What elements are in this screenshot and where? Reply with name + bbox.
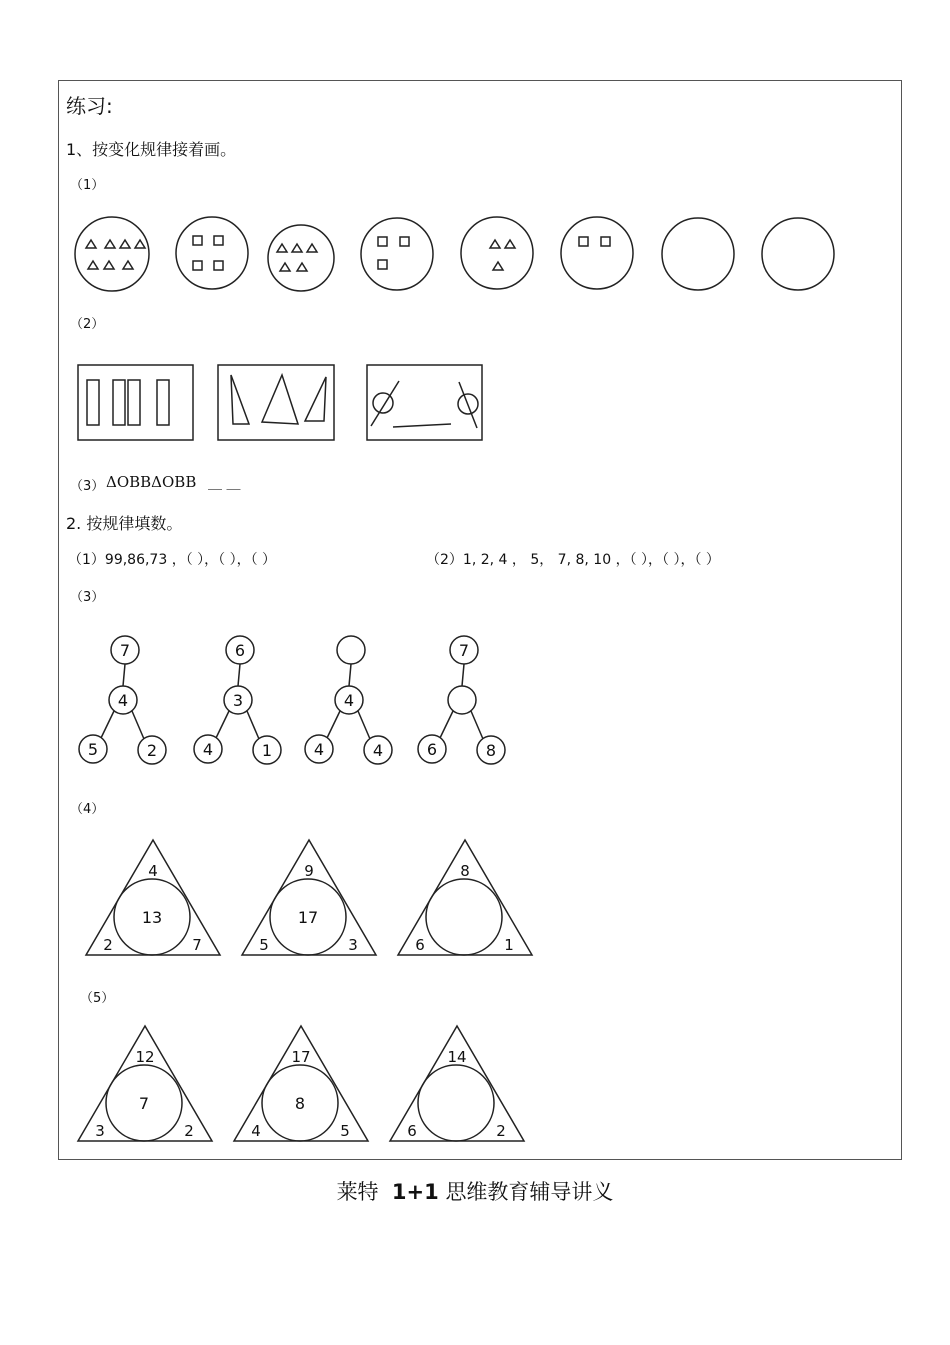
- pattern-circle-6: [561, 217, 633, 289]
- number-tree-4: [418, 636, 505, 764]
- tree-value-left: 5: [87, 740, 99, 759]
- number-tree-3: [305, 636, 392, 764]
- q2-sub5-label: （5）: [80, 991, 115, 1006]
- tree-value-right: 4: [372, 741, 384, 760]
- pattern-circle-7-empty: [662, 218, 734, 290]
- question-1-label: 1、按变化规律接着画。: [66, 140, 237, 159]
- triangle-right-value: 5: [340, 1122, 350, 1140]
- q1-sub3-label: （3）: [70, 479, 105, 494]
- inner-circle: [426, 879, 502, 955]
- tree-value-mid: 4: [343, 691, 355, 710]
- shape-sequence: ΔOBBΔOBB: [106, 473, 197, 491]
- q4-triangle-3: [398, 840, 532, 955]
- pattern-box-1: [78, 365, 193, 440]
- triangle-left-value: 6: [415, 936, 425, 954]
- pattern-circle-3: [268, 225, 334, 291]
- footer-title: [0, 1176, 950, 1206]
- pattern-circle-1: [75, 217, 149, 291]
- triangle-center-value: 7: [138, 1094, 150, 1113]
- q1-sub1-label: （1）: [70, 178, 105, 193]
- sequence-blanks: ＿ ＿: [208, 476, 241, 492]
- tree-node-mid: [448, 686, 476, 714]
- q5-triangle-3: [390, 1026, 524, 1141]
- triangle-left-value: 4: [251, 1122, 261, 1140]
- q2-sub3-label: （3）: [70, 590, 105, 605]
- tree-value-left: 6: [426, 740, 438, 759]
- tree-value-top: 6: [234, 641, 246, 660]
- triangle-center-value: 17: [297, 908, 319, 927]
- tree-value-top: 7: [458, 641, 470, 660]
- triangle-right-value: 3: [348, 936, 358, 954]
- pattern-circle-4: [361, 218, 433, 290]
- number-tree-1: [79, 636, 166, 764]
- tree-value-left: 4: [313, 740, 325, 759]
- inner-circle: [418, 1065, 494, 1141]
- pattern-circle-5: [461, 217, 533, 289]
- q2-part2: （2）1, 2, 4 ， 5， 7, 8, 10 ，（ ），（ ），（ ）: [426, 552, 720, 568]
- q2-part1: （1）99,86,73 ，（ ），（ ），（ ）: [68, 552, 277, 568]
- triangle-top-value: 4: [148, 862, 158, 880]
- triangle-left-value: 5: [259, 936, 269, 954]
- triangle-top-value: 14: [447, 1048, 467, 1066]
- triangle-left-value: 2: [103, 936, 113, 954]
- triangle-top-value: 12: [135, 1048, 155, 1066]
- triangle-left-value: 3: [95, 1122, 105, 1140]
- pattern-circle-2: [176, 217, 248, 289]
- triangle-top-value: 8: [460, 862, 470, 880]
- pattern-box-3: [367, 365, 482, 440]
- tree-value-mid: 4: [117, 691, 129, 710]
- pattern-box-2: [218, 365, 334, 440]
- tree-value-mid: 3: [232, 691, 244, 710]
- q5-triangle-2: [234, 1026, 368, 1141]
- q1-sub2-label: （2）: [70, 317, 105, 332]
- question-2-label: 2. 按规律填数。: [66, 514, 183, 533]
- triangle-center-value: 13: [141, 908, 163, 927]
- q4-triangle-1: [86, 840, 220, 955]
- tree-node-top: [337, 636, 365, 664]
- tree-value-right: 2: [146, 741, 158, 760]
- tree-value-right: 8: [485, 741, 497, 760]
- triangle-right-value: 2: [184, 1122, 194, 1140]
- tree-value-left: 4: [202, 740, 214, 759]
- triangle-top-value: 17: [291, 1048, 311, 1066]
- q5-triangle-1: [78, 1026, 212, 1141]
- triangle-left-value: 6: [407, 1122, 417, 1140]
- pattern-circle-8-empty: [762, 218, 834, 290]
- triangle-right-value: 1: [504, 936, 514, 954]
- q2-sub4-label: （4）: [70, 802, 105, 817]
- footer-bold: 1+1: [391, 1180, 439, 1204]
- tree-value-top: 7: [119, 641, 131, 660]
- footer-right: 思维教育辅导讲义: [445, 1180, 614, 1204]
- triangle-right-value: 2: [496, 1122, 506, 1140]
- triangle-top-value: 9: [304, 862, 314, 880]
- number-tree-2: [194, 636, 281, 764]
- page-title: 练习:: [66, 94, 113, 118]
- triangle-center-value: 8: [294, 1094, 306, 1113]
- footer-left: 莱特: [336, 1180, 379, 1204]
- q4-triangle-2: [242, 840, 376, 955]
- triangle-right-value: 7: [192, 936, 202, 954]
- tree-value-right: 1: [261, 741, 273, 760]
